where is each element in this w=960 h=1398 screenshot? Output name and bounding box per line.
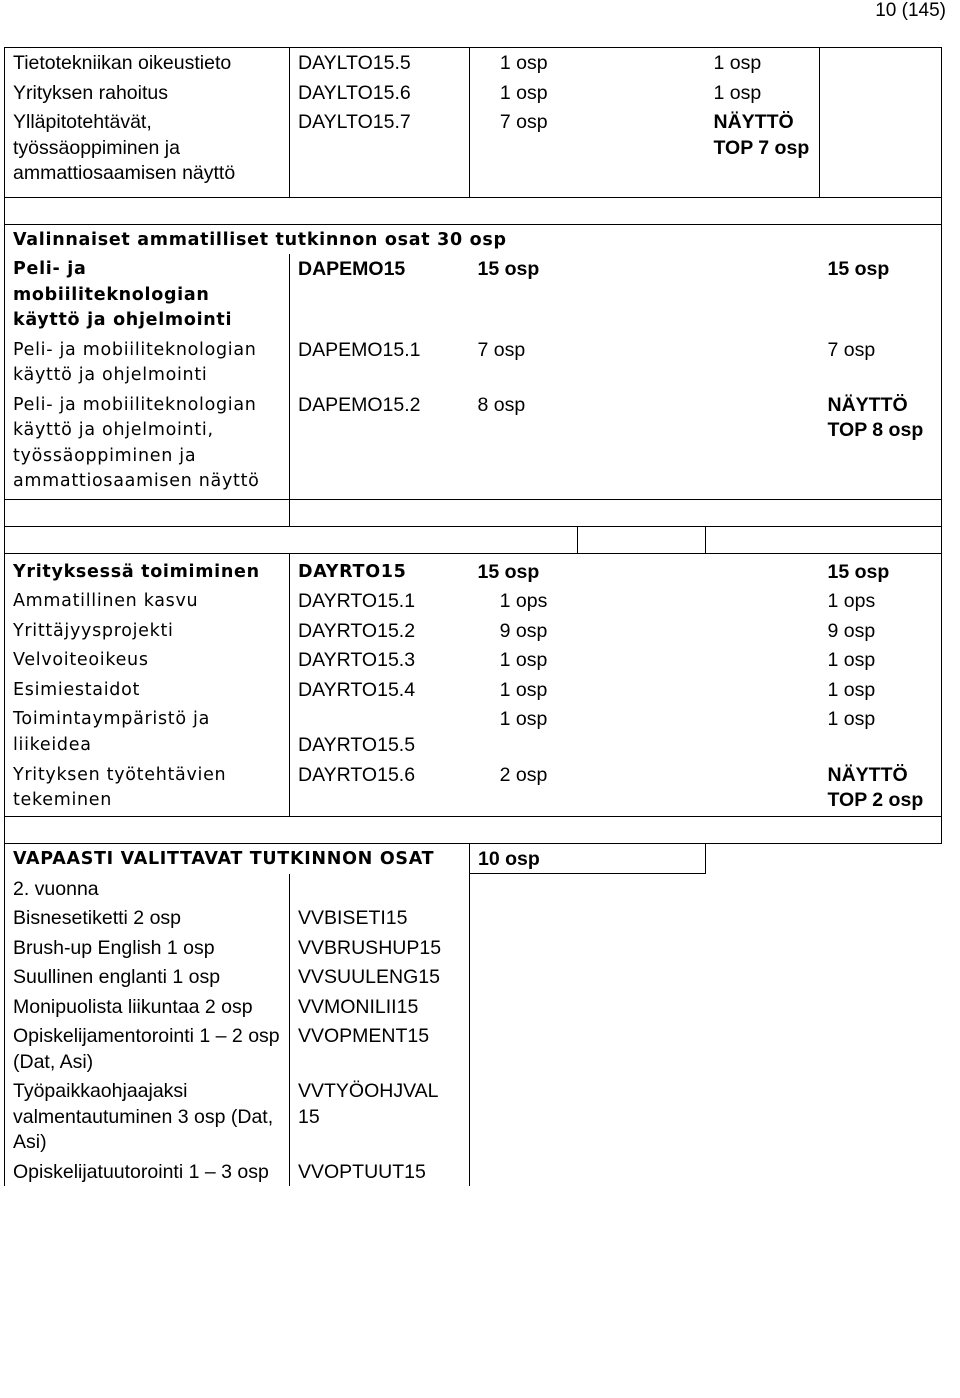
- module-empty: [470, 1021, 942, 1076]
- module-code: DAYRTO15.1: [290, 586, 470, 616]
- module-code: DAYRTO15.4: [290, 675, 470, 705]
- module-name: Ammatillinen kasvu: [5, 586, 290, 616]
- module-spacer: [578, 760, 706, 817]
- elective-code: VVTYÖOHJVAL 15: [290, 1076, 470, 1157]
- module-spacer: [578, 78, 706, 108]
- module-spacer: [578, 586, 706, 616]
- elective-name: Bisnesetiketti 2 osp: [5, 903, 290, 933]
- module-value: NÄYTTÖ TOP 2 osp: [820, 760, 942, 817]
- spacer-cell: [5, 816, 942, 843]
- year-label: 2. vuonna: [5, 874, 290, 904]
- module-empty: [470, 962, 942, 992]
- module-scope: 1 osp: [470, 78, 578, 108]
- module-spacer: [578, 553, 706, 586]
- module-code: DAPEMO15: [290, 254, 470, 335]
- study-plan-table: [4, 47, 942, 1186]
- table-row: [5, 1157, 942, 1187]
- module-value: 1 osp: [706, 48, 820, 78]
- elective-name: Suullinen englanti 1 osp: [5, 962, 290, 992]
- module-spacer: [706, 254, 820, 335]
- table-row: [5, 962, 942, 992]
- module-code: DAYRTO15.5: [290, 704, 470, 760]
- module-empty: [706, 843, 942, 874]
- module-code: DAYRTO15.3: [290, 645, 470, 675]
- module-spacer: [706, 645, 820, 675]
- elective-code: VVOPMENT15: [290, 1021, 470, 1076]
- module-spacer: [706, 616, 820, 646]
- module-name: Ylläpitotehtävät, työssäoppiminen ja ammattiosaamisen näyttö: [5, 107, 290, 197]
- module-value: 7 osp: [820, 335, 942, 390]
- module-empty: [470, 933, 942, 963]
- module-scope: 8 osp: [477, 393, 526, 416]
- module-value: 1 ops: [820, 586, 942, 616]
- module-empty: [820, 78, 942, 108]
- spacer-row: [5, 816, 942, 843]
- module-name: Velvoiteoikeus: [5, 645, 290, 675]
- module-scope: 1 osp: [499, 708, 548, 730]
- table-row: [5, 645, 942, 675]
- module-scope: 7 osp: [477, 338, 526, 361]
- module-empty: [470, 992, 942, 1022]
- module-spacer: [578, 335, 706, 390]
- module-value: 1 osp: [820, 645, 942, 675]
- module-empty: [820, 107, 942, 197]
- elective-code: VVSUULENG15: [290, 962, 470, 992]
- module-value: NÄYTTÖ TOP 7 osp: [706, 107, 820, 197]
- table-row: [5, 874, 942, 904]
- module-scope: 1 osp: [470, 48, 578, 78]
- module-name: Yrittäjyysprojekti: [5, 616, 290, 646]
- elective-code: VVOPTUUT15: [290, 1157, 470, 1187]
- elective-name: Monipuolista liikuntaa 2 osp: [5, 992, 290, 1022]
- module-value: 9 osp: [820, 616, 942, 646]
- module-spacer: [578, 616, 706, 646]
- table-row: [5, 254, 942, 335]
- module-spacer: [706, 586, 820, 616]
- table-row: [5, 1076, 942, 1157]
- table-row: [5, 992, 942, 1022]
- module-empty: [470, 1157, 942, 1187]
- table-row: [5, 843, 942, 874]
- module-code: DAYRTO15.6: [290, 760, 470, 817]
- table-row: [5, 760, 942, 817]
- module-empty: [470, 903, 942, 933]
- free-heading: VAPAASTI VALITTAVAT TUTKINNON OSAT: [5, 843, 470, 874]
- free-scope: 10 osp: [470, 843, 706, 874]
- module-spacer: [706, 553, 820, 586]
- module-spacer: [578, 48, 706, 78]
- elective-name: Brush-up English 1 osp: [5, 933, 290, 963]
- module-code: DAYLTO15.7: [290, 107, 470, 197]
- module-code: DAPEMO15.1: [290, 335, 470, 390]
- elective-code: VVBRUSHUP15: [290, 933, 470, 963]
- spacer-cell: [578, 526, 706, 553]
- elective-name: Opiskelijamentorointi 1 – 2 osp (Dat, Asi): [5, 1021, 290, 1076]
- spacer-row: [5, 499, 942, 526]
- module-spacer: [706, 675, 820, 705]
- table-row: [5, 390, 942, 500]
- spacer-cell: [5, 197, 942, 224]
- table-row: [5, 335, 942, 390]
- module-scope: 1 ops: [499, 590, 548, 612]
- elective-name: Opiskelijatuutorointi 1 – 3 osp: [5, 1157, 290, 1187]
- module-empty: [470, 1076, 942, 1157]
- table-row: [5, 48, 942, 78]
- module-spacer: [578, 254, 706, 335]
- module-value: 15 osp: [820, 254, 942, 335]
- module-name: Peli- ja mobiiliteknologian käyttö ja ohjelmointi, työssäoppiminen ja ammattiosaamisen näyttö: [5, 390, 290, 500]
- module-scope: 15 osp: [477, 258, 540, 280]
- module-empty: [820, 48, 942, 78]
- module-spacer: [578, 645, 706, 675]
- table-row: [5, 586, 942, 616]
- elective-code: VVBISETI15: [290, 903, 470, 933]
- table-row: [5, 933, 942, 963]
- module-value: 1 osp: [820, 704, 942, 760]
- module-spacer: [578, 107, 706, 197]
- table-row: [5, 675, 942, 705]
- spacer-cell: [5, 526, 578, 553]
- module-scope: 2 osp: [499, 763, 548, 786]
- spacer-cell: [5, 499, 290, 526]
- table-row: [5, 78, 942, 108]
- module-code: DAYLTO15.6: [290, 78, 470, 108]
- module-scope: 7 osp: [470, 107, 578, 197]
- module-name: Esimiestaidot: [5, 675, 290, 705]
- elective-code: VVMONILII15: [290, 992, 470, 1022]
- module-name: Yrityksen rahoitus: [5, 78, 290, 108]
- module-spacer: [706, 704, 820, 760]
- table-row: [5, 616, 942, 646]
- module-scope: 9 osp: [499, 619, 548, 642]
- module-name: Yrityksen työtehtävien tekeminen: [5, 760, 290, 817]
- module-empty: [470, 874, 942, 904]
- module-code: DAYLTO15.5: [290, 48, 470, 78]
- module-name: Yrityksessä toimiminen: [5, 553, 290, 586]
- spacer-row: [5, 197, 942, 224]
- module-spacer: [706, 390, 820, 500]
- module-name: Peli- ja mobiiliteknologian käyttö ja ohjelmointi: [5, 254, 290, 335]
- table-row: [5, 1021, 942, 1076]
- module-spacer: [578, 675, 706, 705]
- spacer-row: [5, 526, 942, 553]
- module-spacer: [706, 335, 820, 390]
- page-number: 10 (145): [875, 0, 946, 21]
- table-row: [5, 224, 942, 254]
- module-value: 1 osp: [706, 78, 820, 108]
- module-empty: [290, 874, 470, 904]
- elective-name: Työpaikkaohjaajaksi valmentautuminen 3 osp (Dat, Asi): [5, 1076, 290, 1157]
- module-name: Tietotekniikan oikeustieto: [5, 48, 290, 78]
- module-code: DAYRTO15.2: [290, 616, 470, 646]
- module-value: NÄYTTÖ TOP 8 osp: [820, 390, 942, 500]
- module-scope: 1 osp: [499, 678, 548, 701]
- module-spacer: [578, 704, 706, 760]
- module-value: 15 osp: [820, 553, 942, 586]
- module-code: DAYRTO15: [290, 553, 470, 586]
- table-row: [5, 704, 942, 760]
- table-row: [5, 903, 942, 933]
- spacer-cell: [290, 499, 942, 526]
- module-spacer: [578, 390, 706, 500]
- module-name: Peli- ja mobiiliteknologian käyttö ja ohjelmointi: [5, 335, 290, 390]
- elective-heading: Valinnaiset ammatilliset tutkinnon osat 30 osp: [5, 224, 942, 254]
- module-name: Toimintaympäristö ja liikeidea: [5, 704, 290, 760]
- table-row: [5, 107, 942, 197]
- table-row: [5, 553, 942, 586]
- module-spacer: [706, 760, 820, 817]
- module-scope: 15 osp: [477, 560, 540, 583]
- module-scope: 1 osp: [499, 649, 548, 671]
- spacer-cell: [706, 526, 942, 553]
- module-value: 1 osp: [820, 675, 942, 705]
- module-code: DAPEMO15.2: [290, 390, 470, 500]
